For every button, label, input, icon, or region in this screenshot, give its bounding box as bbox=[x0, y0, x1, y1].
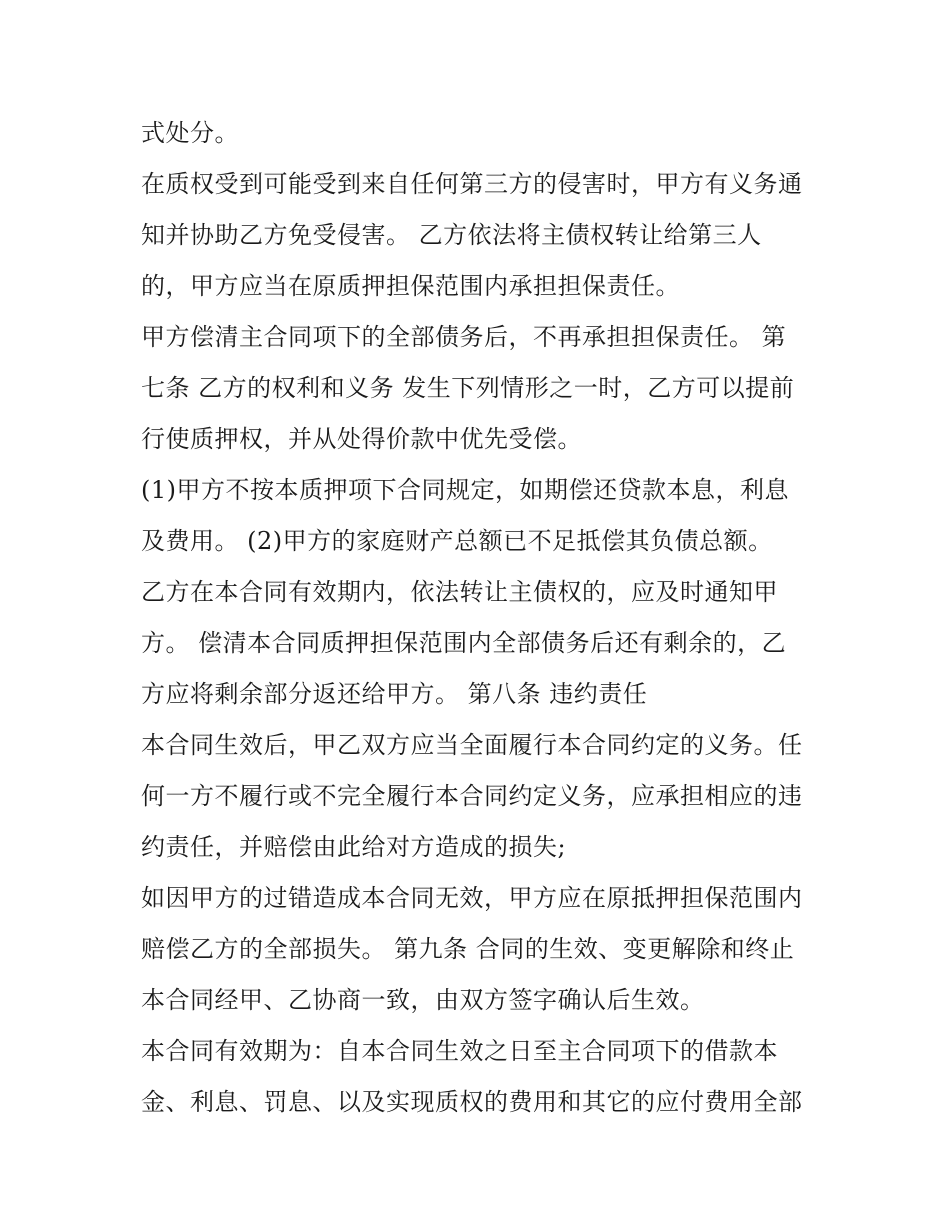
text-line: 在质权受到可能受到来自任何第三方的侵害时，甲方有义务通 bbox=[141, 170, 803, 198]
text-line: 七条 乙方的权利和义务 发生下列情形之一时，乙方可以提前 bbox=[141, 374, 795, 402]
text-line: 本合同有效期为：自本合同生效之日至主合同项下的借款本 bbox=[141, 1037, 778, 1065]
text-line: 赔偿乙方的全部损失。 第九条 合同的生效、变更解除和终止 bbox=[141, 935, 795, 963]
text-line: (1)甲方不按本质押项下合同规定，如期偿还贷款本息，利息 bbox=[141, 476, 789, 504]
text-line: 本合同生效后，甲乙双方应当全面履行本合同约定的义务。任 bbox=[141, 731, 803, 759]
document-body bbox=[141, 108, 821, 1128]
text-line: 方应将剩余部分返还给甲方。 第八条 违约责任 bbox=[141, 680, 648, 708]
text-line: 式处分。 bbox=[141, 119, 239, 147]
text-line: 及费用。 (2)甲方的家庭财产总额已不足抵偿其负债总额。 bbox=[141, 527, 773, 555]
text-line: 行使质押权，并从处得价款中优先受偿。 bbox=[141, 425, 582, 453]
text-line: 方。 偿清本合同质押担保范围内全部债务后还有剩余的，乙 bbox=[141, 629, 787, 657]
text-line: 本合同经甲、乙协商一致，由双方签字确认后生效。 bbox=[141, 986, 705, 1014]
text-line: 金、利息、罚息、以及实现质权的费用和其它的应付费用全部 bbox=[141, 1088, 803, 1116]
text-line: 的，甲方应当在原质押担保范围内承担担保责任。 bbox=[141, 272, 680, 300]
text-line: 如因甲方的过错造成本合同无效，甲方应在原抵押担保范围内 bbox=[141, 884, 803, 912]
text-line: 知并协助乙方免受侵害。 乙方依法将主债权转让给第三人 bbox=[141, 221, 762, 249]
text-line: 乙方在本合同有效期内，依法转让主债权的，应及时通知甲 bbox=[141, 578, 778, 606]
text-line: 何一方不履行或不完全履行本合同约定义务，应承担相应的违 bbox=[141, 782, 803, 810]
text-line: 甲方偿清主合同项下的全部债务后，不再承担担保责任。 第 bbox=[141, 323, 787, 351]
text-line: 约责任，并赔偿由此给对方造成的损失; bbox=[141, 833, 567, 861]
